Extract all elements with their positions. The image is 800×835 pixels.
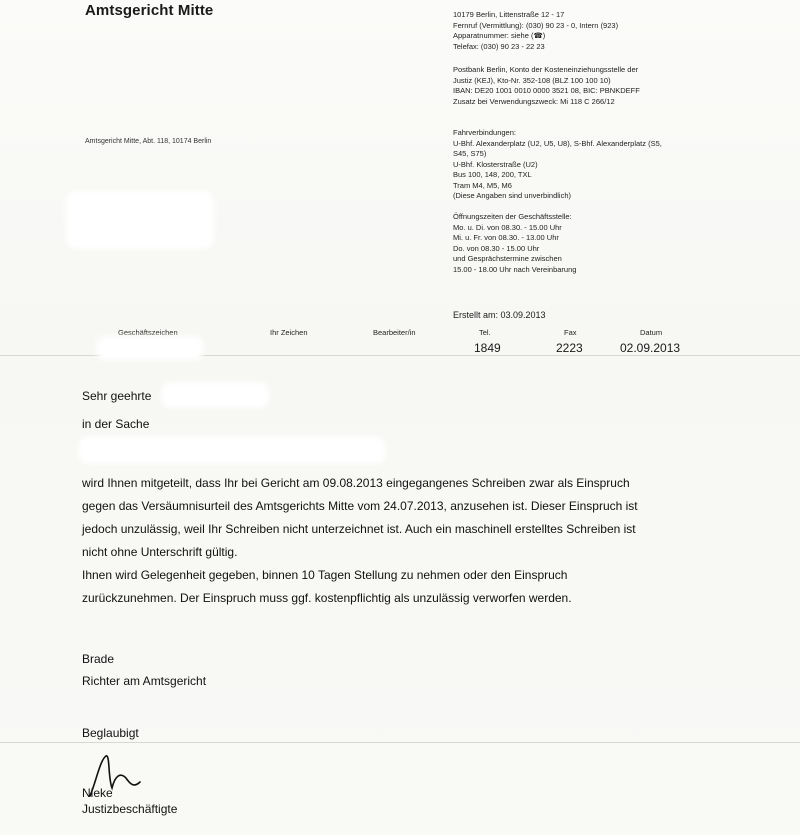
hours-line: und Gesprächstermine zwischen [453,254,562,263]
transport-line: Tram M4, M5, M6 [453,180,512,190]
redacted-case-title [82,440,382,460]
body-line: zurückzunehmen. Der Einspruch muss ggf. kostenpflichtig als unzulässig verworfen werden. [82,591,572,605]
bank-block [453,65,733,107]
hours-line: Do. von 08.30 - 15.00 Uhr [453,243,540,253]
judge-name: Brade [82,652,115,666]
hours-line: Mo. u. Di. von 08.30. - 15.00 Uhr [453,222,562,232]
salutation: Sehr geehrte [82,389,152,403]
transport-line: Bus 100, 148, 200, TXL [453,170,532,179]
hours-block [453,212,733,275]
body-line: nicht ohne Unterschrift gültig. [82,545,238,559]
ref-header-case: Geschäftszeichen [118,328,178,337]
transport-line: S45, S75) [453,149,487,158]
judge-title: Richter am Amtsgericht [82,674,207,688]
fold-line-lower [0,742,800,743]
fax-extension: 2223 [556,341,583,355]
letter-body [82,472,722,610]
hours-line: Mi. u. Fr. von 08.30. - 13.00 Uhr [453,233,559,242]
sender-line: Amtsgericht Mitte, Abt. 118, 10174 Berlin [85,138,212,145]
transport-line: U-Bhf. Alexanderplatz (U2, U5, U8), S-Bhf. Alexanderplatz (S5, [453,138,662,148]
transport-line: U-Bhf. Klosterstraße (U2) [453,159,538,169]
clerk-title: Justizbeschäftigte [82,802,178,816]
ref-header-fax: Fax [564,328,577,337]
bank-line: Zusatz bei Verwendungszweck: Mi 118 C 266/12 [453,96,615,106]
tel-extension: 1849 [474,341,501,355]
ref-header-date: Datum [640,328,663,337]
subject-line: in der Sache [82,417,150,431]
contact-line: Fernruf (Vermittlung): (030) 90 23 - 0, Intern (923) [453,20,619,30]
body-line: wird Ihnen mitgeteilt, dass Ihr bei Gericht am 09.08.2013 eingegangenes Schreiben zwar als Einspruch [82,476,630,490]
certified-label: Beglaubigt [82,726,139,740]
hours-line: 15.00 - 18.00 Uhr nach Vereinbarung [453,264,577,274]
contact-line: Telefax: (030) 90 23 - 22 23 [453,41,545,51]
redacted-name [165,386,265,404]
contact-line: Apparatnummer: siehe (☎) [453,31,546,40]
bank-line: Justiz (KEJ), Kto-Nr. 352-108 (BLZ 100 100 10) [453,75,611,85]
court-name: Amtsgericht Mitte [85,2,214,19]
bank-line: Postbank Berlin, Konto der Kosteneinziehungsstelle der [453,65,639,74]
letter-date: 02.09.2013 [620,341,681,355]
ref-header-tel: Tel. [479,328,491,337]
redacted-case-number [100,340,200,356]
transport-line: Fahrverbindungen: [453,128,516,137]
contact-line: 10179 Berlin, Littenstraße 12 - 17 [453,10,565,19]
transport-block [453,128,733,202]
ref-header-your-ref: Ihr Zeichen [270,328,308,337]
body-line: gegen das Versäumnisurteil des Amtsgerichts Mitte vom 24.07.2013, anzusehen ist. Dieser Einspruch ist [82,499,638,513]
contact-block [453,10,733,52]
ref-header-clerk: Bearbeiter/in [373,328,416,337]
clerk-name: Nieke [82,786,113,800]
redacted-address [70,195,210,245]
hours-line: Öffnungszeiten der Geschäftsstelle: [453,212,572,221]
body-line: Ihnen wird Gelegenheit gegeben, binnen 10 Tagen Stellung zu nehmen oder den Einspruch [82,568,568,582]
bank-line: IBAN: DE20 1001 0010 0000 3521 08, BIC: PBNKDEFF [453,86,640,95]
transport-line: (Diese Angaben sind unverbindlich) [453,191,571,200]
created-date: Erstellt am: 03.09.2013 [453,310,546,320]
body-line: jedoch unzulässig, weil Ihr Schreiben nicht unterzeichnet ist. Auch ein maschinell erstelltes Schreiben ist [82,522,636,536]
